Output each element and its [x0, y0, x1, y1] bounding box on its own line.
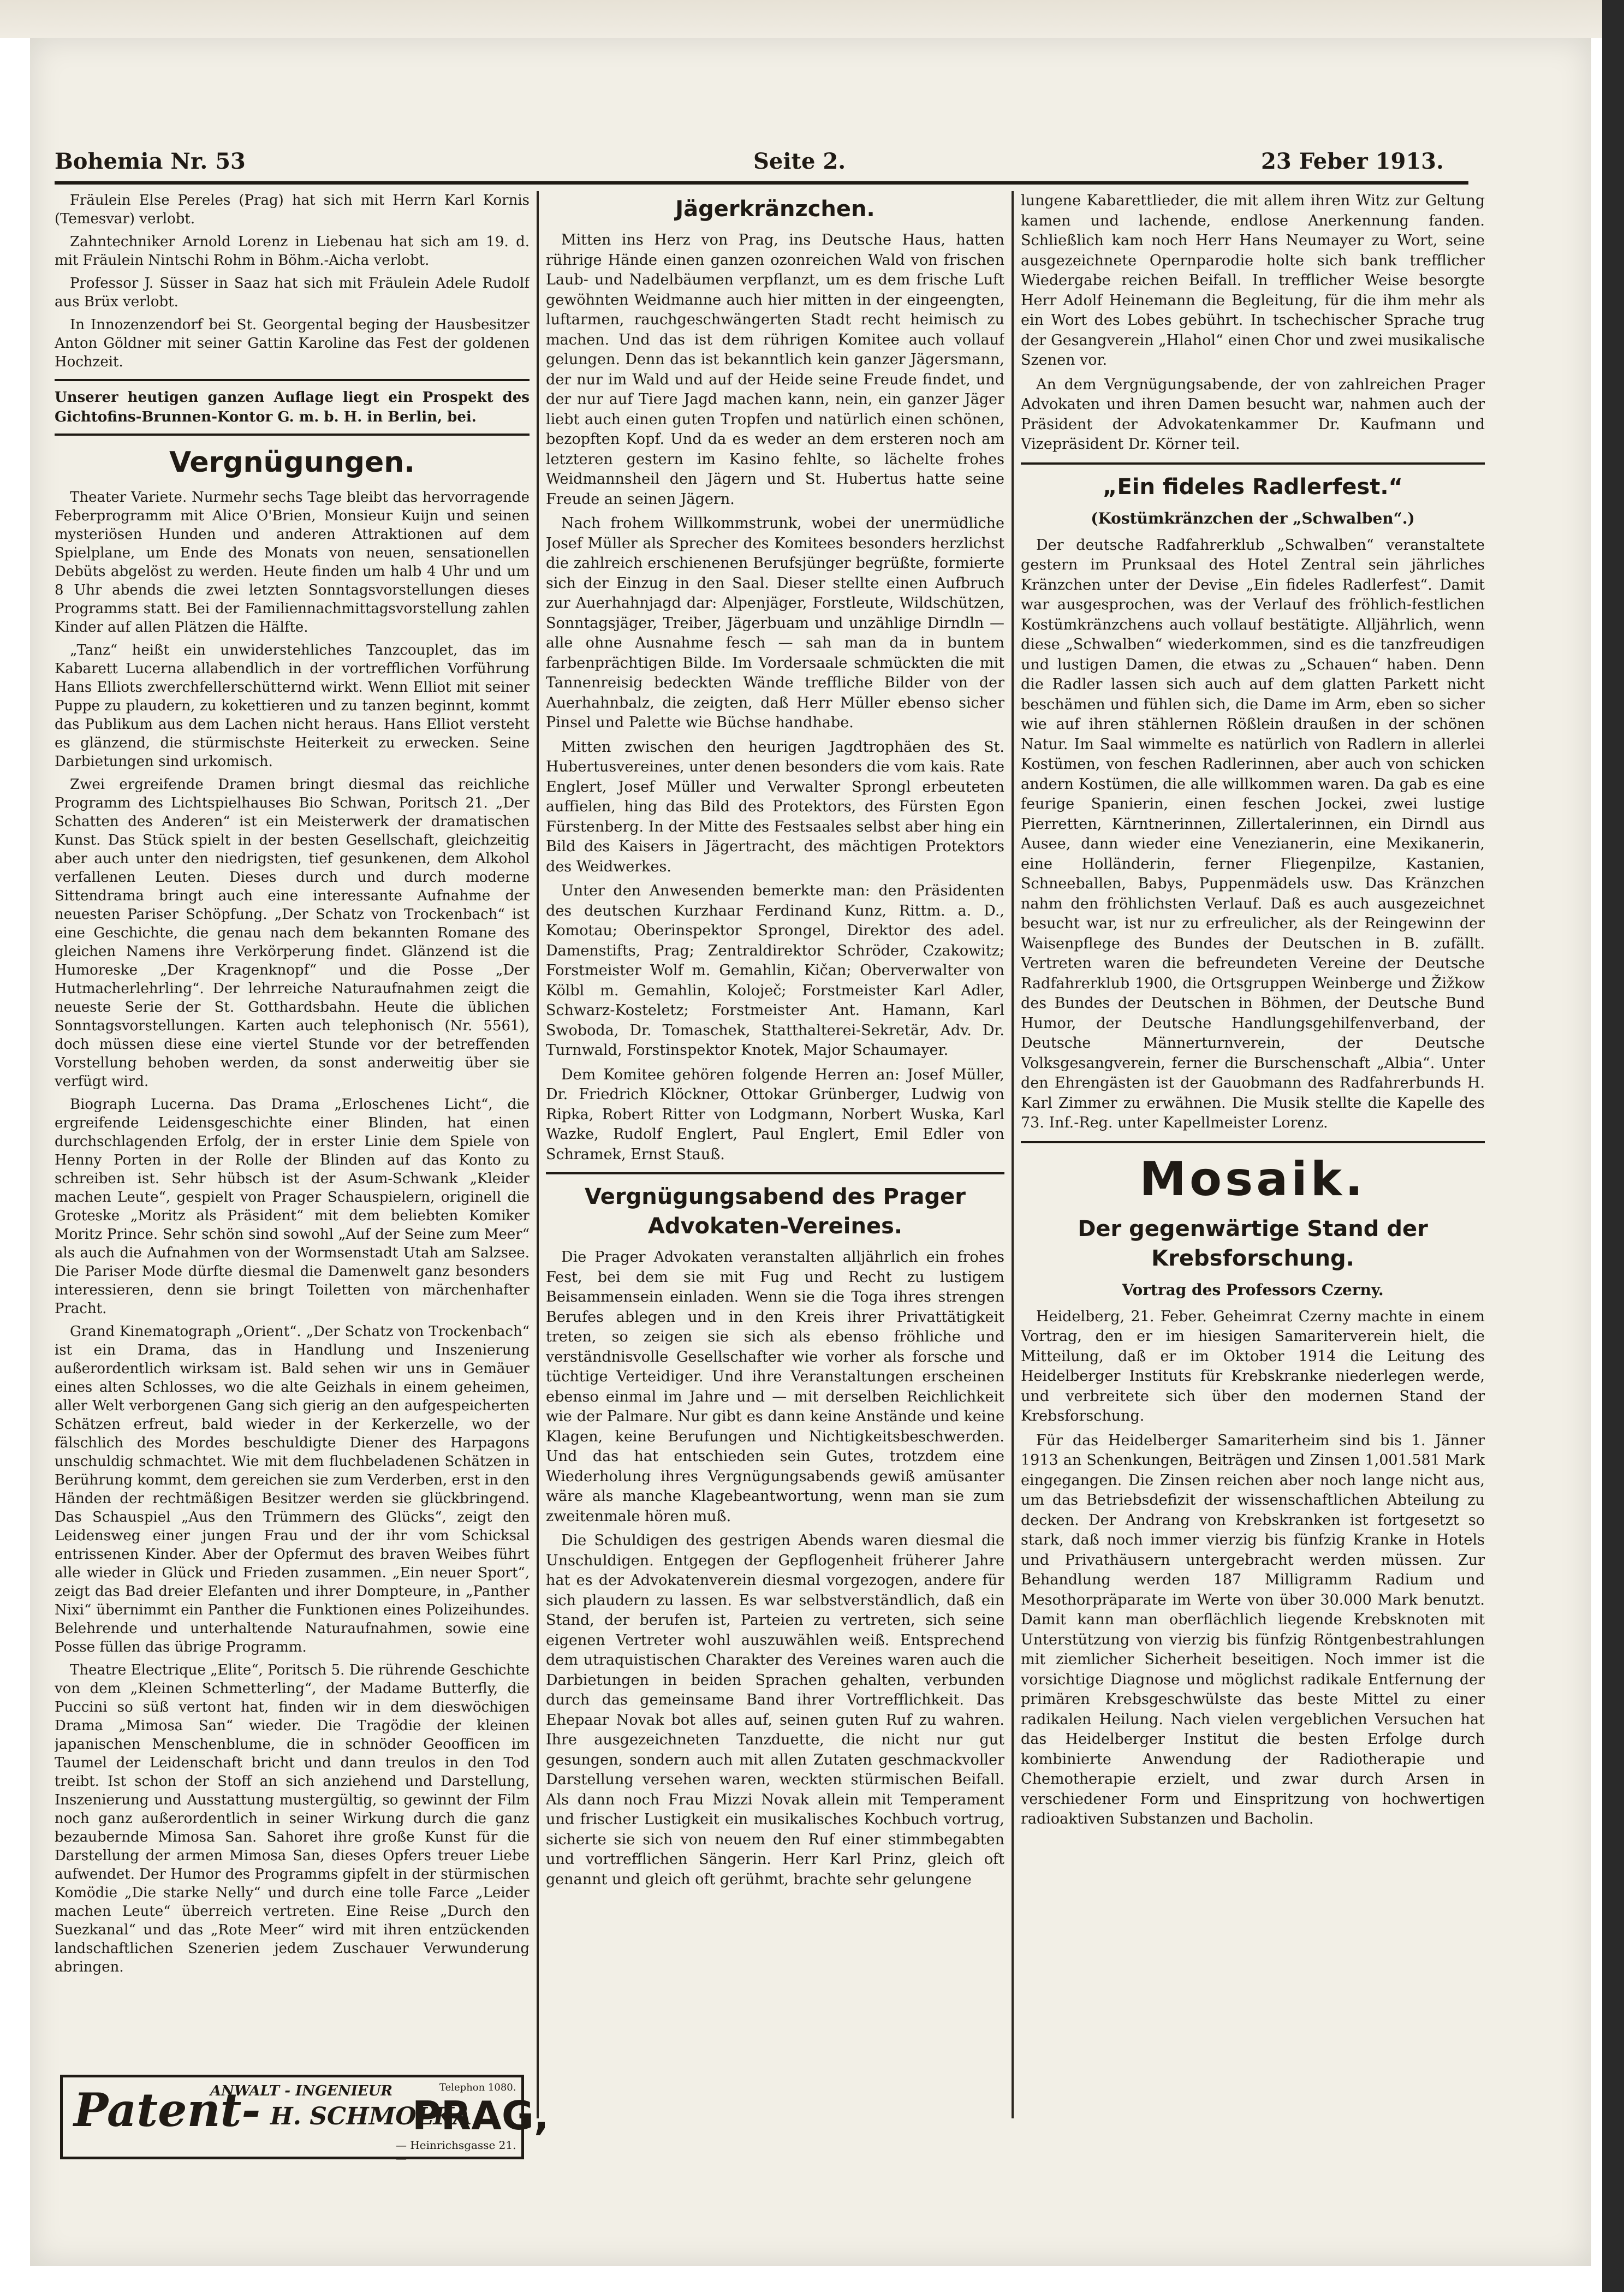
- article-divider: [1021, 1141, 1485, 1143]
- engagement-notice: Fräulein Else Pereles (Prag) hat sich mit Herrn Karl Kornis (Temesvar) verlobt.: [55, 192, 530, 227]
- header-rule: [55, 181, 1468, 185]
- column-1: [55, 191, 530, 2113]
- ad-brand: Patent-: [74, 2083, 261, 2137]
- article-paragraph: Mitten ins Herz von Prag, ins Deutsche Haus, hatten rührige Hände einen ganzen ozonreichen Wald von frischen Laub- und Nadelbäumen verpflanzt, um es dem frische Luft gewöhnten Weidmanne auch hier mitten in der eingeengten, luftarmen, rauchgeschwängerten Stadt recht heimisch zu machen. Und das ist dem rührigen Komitee auch vollauf gelungen. Denn das ist bekanntlich kein ganzer Jägersmann, der nur im Wald und auf der Heide seine Freude findet, und der nur auf Tiere Jagd machen kann, nein, ein ganzer Jäger liebt auch einen guten Tropfen und natürlich einen schönen, bezopften Kopf. Und da es weder an dem ersteren noch am letzteren gestern im Kasino fehlte, so lächelte frohes Weidmannsheil den Jägern und St. Hubertus hatte seine Freude an seinen Jägern.: [546, 231, 1004, 508]
- column-rule-2: [1012, 191, 1014, 2118]
- ad-telephone: Telephon 1080.: [439, 2082, 516, 2093]
- ad-name: H. SCHMOLKA: [270, 2103, 472, 2130]
- article-paragraph: Für das Heidelberger Samariterheim sind bis 1. Jänner 1913 an Schenkungen, Beiträgen und Zinsen 1,001.581 Mark eingegangen. Die Zinsen reichen aber noch lange nicht aus, um das Betriebsdefizit der wissenschaftlichen Abteilung zu decken. Der Andrang von Krebskranken ist fortgesetzt so stark, daß noch immer vierzig bis fünfzig Kranke in Hotels und Privathäusern untergebracht werden müssen. Zur Behandlung werden 187 Milligramm Radium und Mesothorpräparate im Werte von über 30.000 Mark benutzt. Damit kann man oberflächlich liegende Krebsknoten mit Unterstützung von vierzig bis fünfzig Röntgenbestrahlungen mit ziemlicher Sicherheit beseitigen. Noch immer ist die vorsichtige Diagnose und möglichst radikale Entfernung der primären Krebsgeschwülste das beste Mittel zu einer radikalen Heilung. Nach vielen vergeblichen Versuchen hat das Heidelberger Institut die besten Erfolge durch kombinierte Anwendung der Radiotherapie und Chemotherapie erzielt, und zwar durch Arsen in verschiedener Form und Einspritzung von hochwertigen radioaktiven Substanzen und Bacholin.: [1021, 1432, 1485, 1827]
- article-paragraph: Die Prager Advokaten veranstalten alljährlich ein frohes Fest, bei dem sie mit Fug und Recht zu lustigem Beisammensein einladen. Wenn sie die Toga ihres strengen Berufes ablegen und in den Kreis ihrer Privattätigkeit treten, so zeigen sie sich als ebenso fröhliche und verständnisvolle Gesellschafter wie vorher als forsche und tüchtige Verteidiger. Und ihre Veranstaltungen erscheinen ebenso einmal im Jahre und — mit derselben Reichlichkeit wie der Palmare. Nur gibt es dann keine Anstände und keine Klagen, keine Berufungen und Nichtigkeitsbeschwerden. Und das hat entschieden sein Gutes, trotzdem eine Wiederholung ihres Vergnügungsabends gewiß amüsanter wäre als manche Klagebeantwortung, wenn man sie zum zweitenmale hören muß.: [546, 1249, 1004, 1525]
- article-paragraph: Theatre Electrique „Elite“, Poritsch 5. Die rührende Geschichte von dem „Kleinen Schmetterling“, der Madame Butterfly, die Puccini so süß vertont hat, finden wir in dem dieswöchigen Drama „Mimosa San“ wieder. Die Tragödie der kleinen japanischen Menschenblume, die in schnöder Geoofficen im Taumel der Leidenschaft bricht und dann treulos in den Tod treibt. Ist schon der Stoff an sich anziehend und Darstellung, Inszenierung und Ausstattung mustergültig, so gewinnt der Film noch ganz außerordentlich in seiner Wirkung durch die ganz bezaubernde Mimosa San. Sahoret ihre große Kunst für die Darstellung der armen Mimosa San, dieses Opfers treuer Liebe aufwendet. Der Humor des Programms gipfelt in der stürmischen Komödie „Die starke Nelly“ und durch eine tolle Farce „Leider machen Leute“ überreich vertreten. Eine Reise „Durch den Suezkanal“ und das „Rote Meer“ wird mit ihren entzückenden landschaftlichen Szenerien jedem Zuschauer Verwunderung abringen.: [55, 1662, 530, 1975]
- page-header: [55, 149, 1468, 181]
- article-paragraph: Nach frohem Willkommstrunk, wobei der unermüdliche Josef Müller als Sprecher des Komitees besonders herzlichst die zahlreich erschienenen Berufsjünger begrüßte, formierte sich der Einzug in den Saal. Dieser stellte einen Aufbruch zur Auerhahnjagd dar: Alpenjäger, Forstleute, Wildschützen, Sonntagsjäger, Treiber, Jägerbuam und unzählige Dirndln — alle ohne Ausnahme fesch — sah man da in buntem farbenprächtigen Bilde. Im Vordersaale schmückten die mit Tannenreisig bedeckten Wände treffliche Bilder von der Auerhahnbalz, die zeigten, daß Herr Müller ebenso sicher Pinsel und Palette wie Büchse handhabe.: [546, 515, 1004, 731]
- column-2: [546, 191, 1004, 2113]
- article-paragraph: An dem Vergnügungsabende, der von zahlreichen Prager Advokaten und ihren Damen besucht war, nahmen auch der Präsident der Advokatenkammer Dr. Kaufmann und Vizepräsident Dr. Körner teil.: [1021, 376, 1485, 453]
- ad-address: — Heinrichsgasse 21. —: [396, 2139, 516, 2165]
- article-paragraph: Der deutsche Radfahrerklub „Schwalben“ veranstaltete gestern im Prunksaal des Hotel Zentral sein jährliches Kränzchen unter der Devise „Ein fideles Radlerfest“. Damit war ausgesprochen, was der Verlauf des fröhlich-festlichen Kostümkränzchens auch vollauf bestätigte. Alljährlich, wenn diese „Schwalben“ wiederkommen, sind es die tanzfreudigen und lustigen Damen, die etwas zu „Schauen“ haben. Denn die Radler lassen sich auch auf dem glatten Parkett nicht beschämen und fühlen sich, die Dame im Arm, eben so sicher wie auf ihren stählernen Rößlein draußen in der schönen Natur. Im Saal wimmelte es natürlich von Radlern in allerlei Kostümen, von feschen Radlerinnen, aber auch von schicken andern Kostümen, die alle willkommen waren. Da gab es eine feurige Spanierin, einen feschen Jockei, zwei lustige Pierretten, Kärntnerinnen, Zillertalerinnen, ein Dirndl aus Ausee, dann wieder eine Venezianerin, eine Mexikanerin, eine Holländerin, ferner Fliegenpilze, Kastanien, Schneeballen, Babys, Puppenmädels usw. Das Kränzchen nahm den fröhlichsten Verlauf. Daß es auch ausgezeichnet besucht war, ist nur zu erfreulicher, als der Reingewinn der Waisenpflege des Bundes der Deutschen in B. zufällt. Vertreten waren die befreundeten Vereine der Deutsche Radfahrerklub 1900, die Ortsgruppen Weinberge und Žižkow des Bundes der Deutschen in Böhmen, der Deutsche Bund Humor, der Deutsche Handlungsgehilfenverband, der Deutsche Männerturnverein, der Deutsche Volksgesangverein, ferner die Burschenschaft „Albia“. Unter den Ehrengästen ist der Gauobmann des Radfahrerbunds H. Karl Zimmer zu erwähnen. Die Musik stellte die Kapelle des 73. Inf.-Reg. unter Kapellmeister Lorenz.: [1021, 536, 1485, 1131]
- article-paragraph: Biograph Lucerna. Das Drama „Erloschenes Licht“, die ergreifende Leidensgeschichte einer Blinden, hat einen durchschlagenden Erfolg, der in erster Linie dem Spiele von Henny Porten in der Rolle der Blinden auf das Konto zu schreiben ist. Sehr hübsch ist der Asum-Schwank „Kleider machen Leute“, gespielt von Prager Schauspielern, originell die Groteske „Moritz als Präsident“ mit dem beliebten Komiker Moritz Prince. Sehr schön sind sowohl „Auf der Seine zum Meer“ als auch die Aufnahmen von der Wormsenstadt Utah am Salzsee. Die Pariser Mode dürfte diesmal die Damenwelt ganz besonders interessieren, denn sie bringt Toiletten von märchenhafter Pracht.: [55, 1096, 530, 1317]
- anniversary-notice: In Innozenzendorf bei St. Georgental beging der Hausbesitzer Anton Göldner mit seiner Gattin Karoline das Fest der goldenen Hochzeit.: [55, 317, 530, 370]
- scan-right-edge: [1602, 0, 1624, 2292]
- article-paragraph: Dem Komitee gehören folgende Herren an: Josef Müller, Dr. Friedrich Klöckner, Ottokar Grünberger, Ludwig von Ripka, Robert Ritter von Lodgmann, Norbert Wuska, Karl Wazke, Rudolf Englert, Paul Englert, Emil Edler von Schramek, Ernst Stauß.: [546, 1066, 1004, 1163]
- article-title-jaegerkraenzchen: Jägerkränzchen.: [675, 197, 875, 222]
- section-title-mosaik: Mosaik.: [1139, 1151, 1366, 1207]
- scan-top-edge: [0, 0, 1624, 38]
- article-divider: [1021, 462, 1485, 465]
- article-subtitle: Vortrag des Professors Czerny.: [1122, 1280, 1384, 1299]
- article-paragraph: Zwei ergreifende Dramen bringt diesmal das reichliche Programm des Lichtspielhauses Bio Schwan, Poritsch 21. „Der Schatten des Anderen“ ist ein Meisterwerk der dramatischen Kunst. Das Stück spielt in der besten Gesellschaft, gleichzeitig aber auch unter den niedrigsten, tief gesunkenen, dem Alkohol verfallenen Leuten. Dieses durch und durch moderne Sittendrama bringt auch eine interessante Aufnahme der neuesten Pariser Schöpfung. „Der Schatz von Trockenbach“ ist eine Geschichte, die genau nach dem bekannten Romane des gleichen Namens ihre Verkörperung findet. Glänzend ist die Humoreske „Der Kragenknopf“ und die Posse „Der Hutmacherlehrling“. Der lehrreiche Naturaufnahmen zeigt die neueste Serie der St. Gotthardsbahn. Heute die üblichen Sonntagsvorstellungen. Karten auch telephonisch (Nr. 5561), doch müssen diese eine viertel Stunde vor der betreffenden Vorstellung behoben werden, da sonst anderweitig über sie verfügt wird.: [55, 776, 530, 1090]
- article-paragraph: Grand Kinematograph „Orient“. „Der Schatz von Trockenbach“ ist ein Drama, das in Handlung und Inszenierung außerordentlich wirksam ist. Bald sehen wir uns in Gemäuer eines alten Schlosses, wo die alte Geizhals in einem geheimen, aller Welt verborgenen Gang sich gierig an den aufgespeicherten Schätzen erfreut, bald wieder in der Kerkerzelle, wo der fälschlich des Mordes beschuldigte Diener des Harpagons unschuldig schmachtet. Wie mit dem fluchbeladenen Schätzen in Berührung kommt, dem gereichen sie zum Verderben, erst in den Händen der rechtmäßigen Besitzer werden sie glückbringend. Das Schauspiel „Aus den Trümmern des Glücks“, zeigt den Leidensweg einer jungen Frau und der ihr vom Schicksal entrissenen Kinder. Aber der Opfermut des braven Weibes führt alle wieder in Glück und Frieden zusammen. „Ein neuer Sport“, zeigt das Bad dreier Elefanten und ihrer Dompteure, in „Panther Nixi“ übernimmt ein Panther die Funktionen eines Polizeihundes. Belehrende und unterhaltende Naturaufnahmen, sowie eine Posse füllen das übrige Programm.: [55, 1323, 530, 1655]
- article-paragraph: Unter den Anwesenden bemerkte man: den Präsidenten des deutschen Kurzhaar Ferdinand Kunz, Rittm. a. D., Komotau; Oberinspektor Sprongel, Direktor des adel. Damenstifts, Prag; Zentraldirektor Schröder, Czakowitz; Forstmeister Wolf m. Gemahlin, Kičan; Oberverwalter von Kölbl m. Gemahlin, Koloječ; Forstmeister Karl Adler, Schwarz-Kosteletz; Forstmeister Ant. Hamann, Karl Swoboda, Dr. Tomaschek, Statthalterei-Sekretär, Adv. Dr. Turnwald, Forstinspektor Knotek, Major Schaumayer.: [546, 882, 1004, 1059]
- article-paragraph: Mitten zwischen den heurigen Jagdtrophäen des St. Hubertusvereines, unter denen besonders die vom kais. Rate Englert, Josef Müller und Verwalter Sprongl erbeuteten auffielen, hing das Bild des Protektors, des Fürsten Egon Fürstenberg. In der Mitte des Festsaales selbst aber hing ein Bild des Kaisers in Jägertracht, des mächtigen Protektors des Weidwerkes.: [546, 738, 1004, 875]
- header-page-number: Seite 2.: [753, 149, 846, 174]
- article-title-advokaten: Vergnügungsabend des Prager Advokaten-Vereines.: [584, 1184, 966, 1239]
- article-title-radlerfest: „Ein fideles Radlerfest.“: [1103, 474, 1403, 500]
- article-paragraph: lungene Kabarettlieder, die mit allem ihren Witz zur Geltung kamen und lachende, endlose Anerkennung fanden. Schließlich kam noch Herr Hans Neumayer zu Wort, seine ausgezeichnete Opernparodie holte sich bank trefflicher Wiedergabe reichen Beifall. In trefflicher Weise besorgte Herr Adolf Heinemann die Begleitung, für die ihm mehr als ein Wort des Lobes gebührt. In tschechischer Sprache trug der Gesangverein „Hlahol“ einen Chor und zwei musikalische Szenen vor.: [1021, 192, 1485, 369]
- ad-subtitle: ANWALT - INGENIEUR: [210, 2083, 393, 2099]
- header-publication: Bohemia Nr. 53: [55, 149, 246, 174]
- header-date: 23 Feber 1913.: [1261, 149, 1444, 174]
- article-divider: [546, 1172, 1004, 1174]
- patent-attorney-advertisement: [60, 2075, 549, 2165]
- article-paragraph: Die Schuldigen des gestrigen Abends waren diesmal die Unschuldigen. Entgegen der Gepflogenheit früherer Jahre hat es der Advokatenverein diesmal vorgezogen, andere für sich plaudern zu lassen. Es war selbstverständlich, daß ein Stand, der berufen ist, Parteien zu vertreten, sich seine eigenen Vertreter wohl auszuwählen weiß. Entsprechend dem utraquistischen Charakter des Vereines waren auch die Darbietungen in beiden Sprachen gehalten, verbunden durch das gemeinsame Band ihrer Vortrefflichkeit. Das Ehepaar Novak bot alles auf, seinen guten Ruf zu wahren. Ihre ausgezeichneten Tanzduette, die nicht nur gut gesungen, sondern auch mit allen Zutaten geschmackvoller Darstellung versehen waren, weckten stürmischen Beifall. Als dann noch Frau Mizzi Novak allein mit Temperament und frischer Lustigkeit ein musikalisches Kochbuch vortrug, sicherte sie sich von neuem den Ruf einer stimmbegabten und vortrefflichen Sängerin. Herr Karl Prinz, gleich oft genannt und gleich oft gerühmt, brachte sehr gelungene: [546, 1532, 1004, 1888]
- engagement-notice: Zahntechniker Arnold Lorenz in Liebenau hat sich am 19. d. mit Fräulein Nintschi Rohm in Böhm.-Aicha verlobt.: [55, 234, 530, 269]
- article-paragraph: Theater Variete. Nurmehr sechs Tage bleibt das hervorragende Feberprogramm mit Alice O'Brien, Monsieur Kuijn und seinen mysteriösen Hunden und anderen Attraktionen auf dem Spielplane, um Ende des Monats von neuen, sensationellen Debüts abgelöst zu werden. Heute finden um halb 4 Uhr und um 8 Uhr abends die zwei letzten Sonntagsvorstellungen dieses Programms statt. Bei der Familiennachmittagsvorstellung zahlen Kinder auf allen Plätzen die Hälfte.: [55, 489, 530, 636]
- ad-city: PRAG,: [412, 2093, 549, 2139]
- article-subtitle: (Kostümkränzchen der „Schwalben“.): [1091, 509, 1415, 527]
- article-paragraph: „Tanz“ heißt ein unwiderstehliches Tanzcouplet, das im Kabarett Lucerna allabendlich in der vortrefflichen Vorführung Hans Elliots zwerchfellerschütternd wirkt. Wenn Elliot mit seiner Puppe zu plaudern, zu kokettieren und zu tanzen beginnt, kommt das Publikum aus dem Lachen nicht heraus. Hans Elliot versteht es glänzend, die stürmischste Heiterkeit zu erwecken. Seine Darbietungen sind urkomisch.: [55, 642, 530, 770]
- section-title-vergnuegungen: Vergnügungen.: [169, 446, 415, 479]
- column-3: [1021, 191, 1485, 2113]
- article-paragraph: Heidelberg, 21. Feber. Geheimrat Czerny machte in einem Vortrag, den er im hiesigen Samariterverein hielt, die Mitteilung, daß er im Oktober 1914 die Leitung des Heidelberger Instituts für Krebskranke niederlegen werde, und verbreitete sich über den modernen Stand der Krebsforschung.: [1021, 1308, 1485, 1424]
- engagement-notice: Professor J. Süsser in Saaz hat sich mit Fräulein Adele Rudolf aus Brüx verlobt.: [55, 275, 530, 310]
- article-title-krebsforschung: Der gegenwärtige Stand der Krebsforschung.: [1078, 1216, 1428, 1271]
- column-rule-1: [537, 191, 539, 2118]
- supplement-notice: Unserer heutigen ganzen Auflage liegt ein Prospekt des Gichtofins-Brunnen-Kontor G. m. b. H. in Berlin, bei.: [55, 379, 530, 436]
